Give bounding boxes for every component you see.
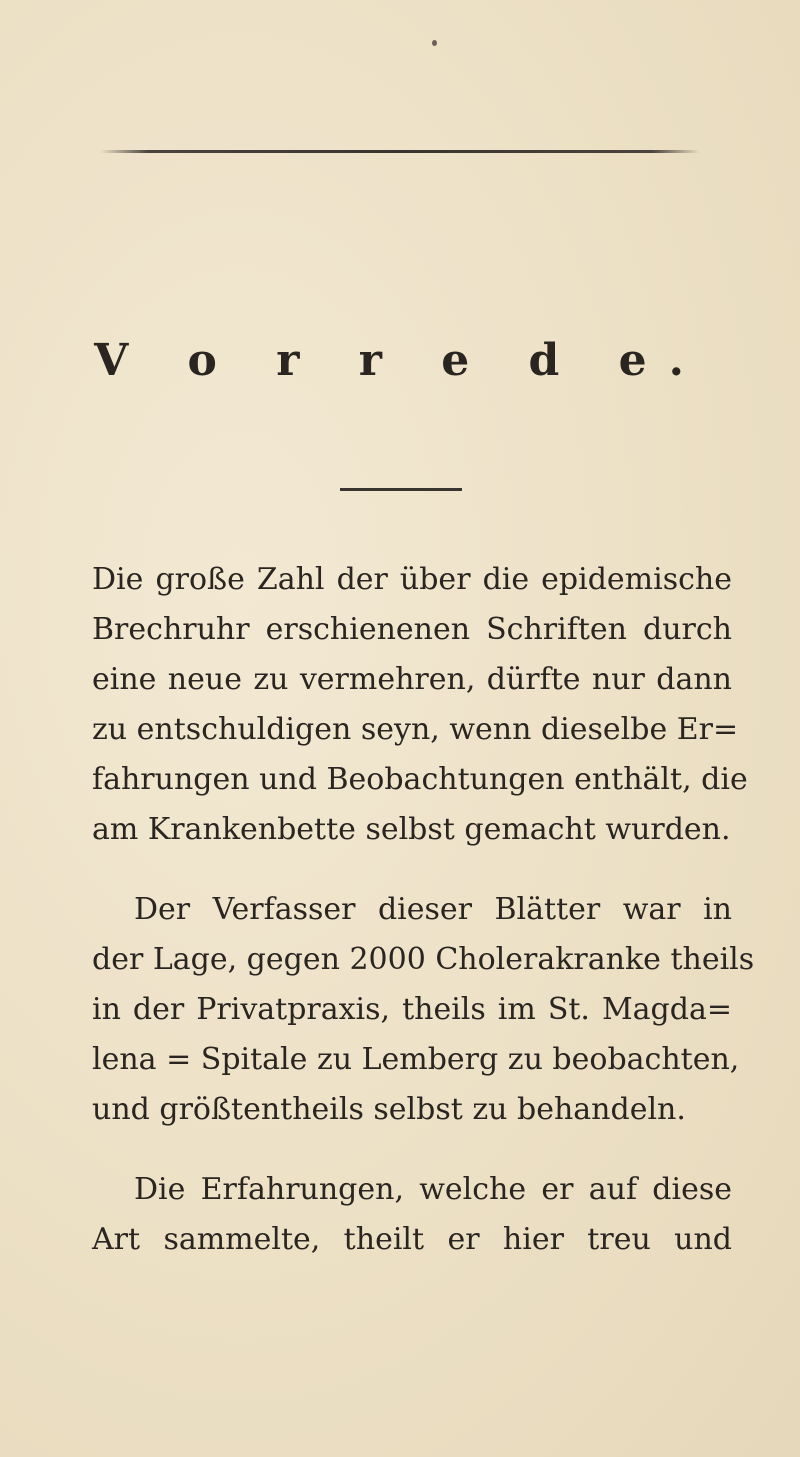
text-line: Brechruhr erschienenen Schriften durch: [92, 612, 732, 647]
text-line: und größtentheils selbst zu behandeln.: [92, 1092, 686, 1127]
body-text: [92, 555, 755, 1295]
text-line: Art sammelte, theilt er hier treu und: [92, 1222, 732, 1257]
page-title: V o r r e d e.: [94, 335, 706, 386]
text-line: in der Privatpraxis, theils im St. Magda=: [92, 992, 732, 1027]
title-rule: [340, 488, 462, 491]
text-line: Der Verfasser dieser Blätter war in: [134, 892, 732, 927]
ink-speck: [432, 40, 437, 46]
text-line: zu entschuldigen seyn, wenn dieselbe Er=: [92, 712, 739, 747]
text-line: Die große Zahl der über die epidemische: [92, 562, 732, 597]
paragraph-3: [92, 1165, 732, 1265]
text-line: lena = Spitale zu Lemberg zu beobachten,: [92, 1042, 740, 1077]
paragraph-2: [92, 885, 755, 1135]
text-line: am Krankenbette selbst gemacht wurden.: [92, 812, 731, 847]
text-line: der Lage, gegen 2000 Cholerakranke theils: [92, 942, 755, 977]
text-line: Die Erfahrungen, welche er auf diese: [134, 1172, 732, 1207]
text-line: fahrungen und Beobachtungen enthält, die: [92, 762, 748, 797]
top-rule: [100, 150, 700, 153]
text-line: eine neue zu vermehren, dürfte nur dann: [92, 662, 732, 697]
paragraph-1: [92, 555, 748, 855]
